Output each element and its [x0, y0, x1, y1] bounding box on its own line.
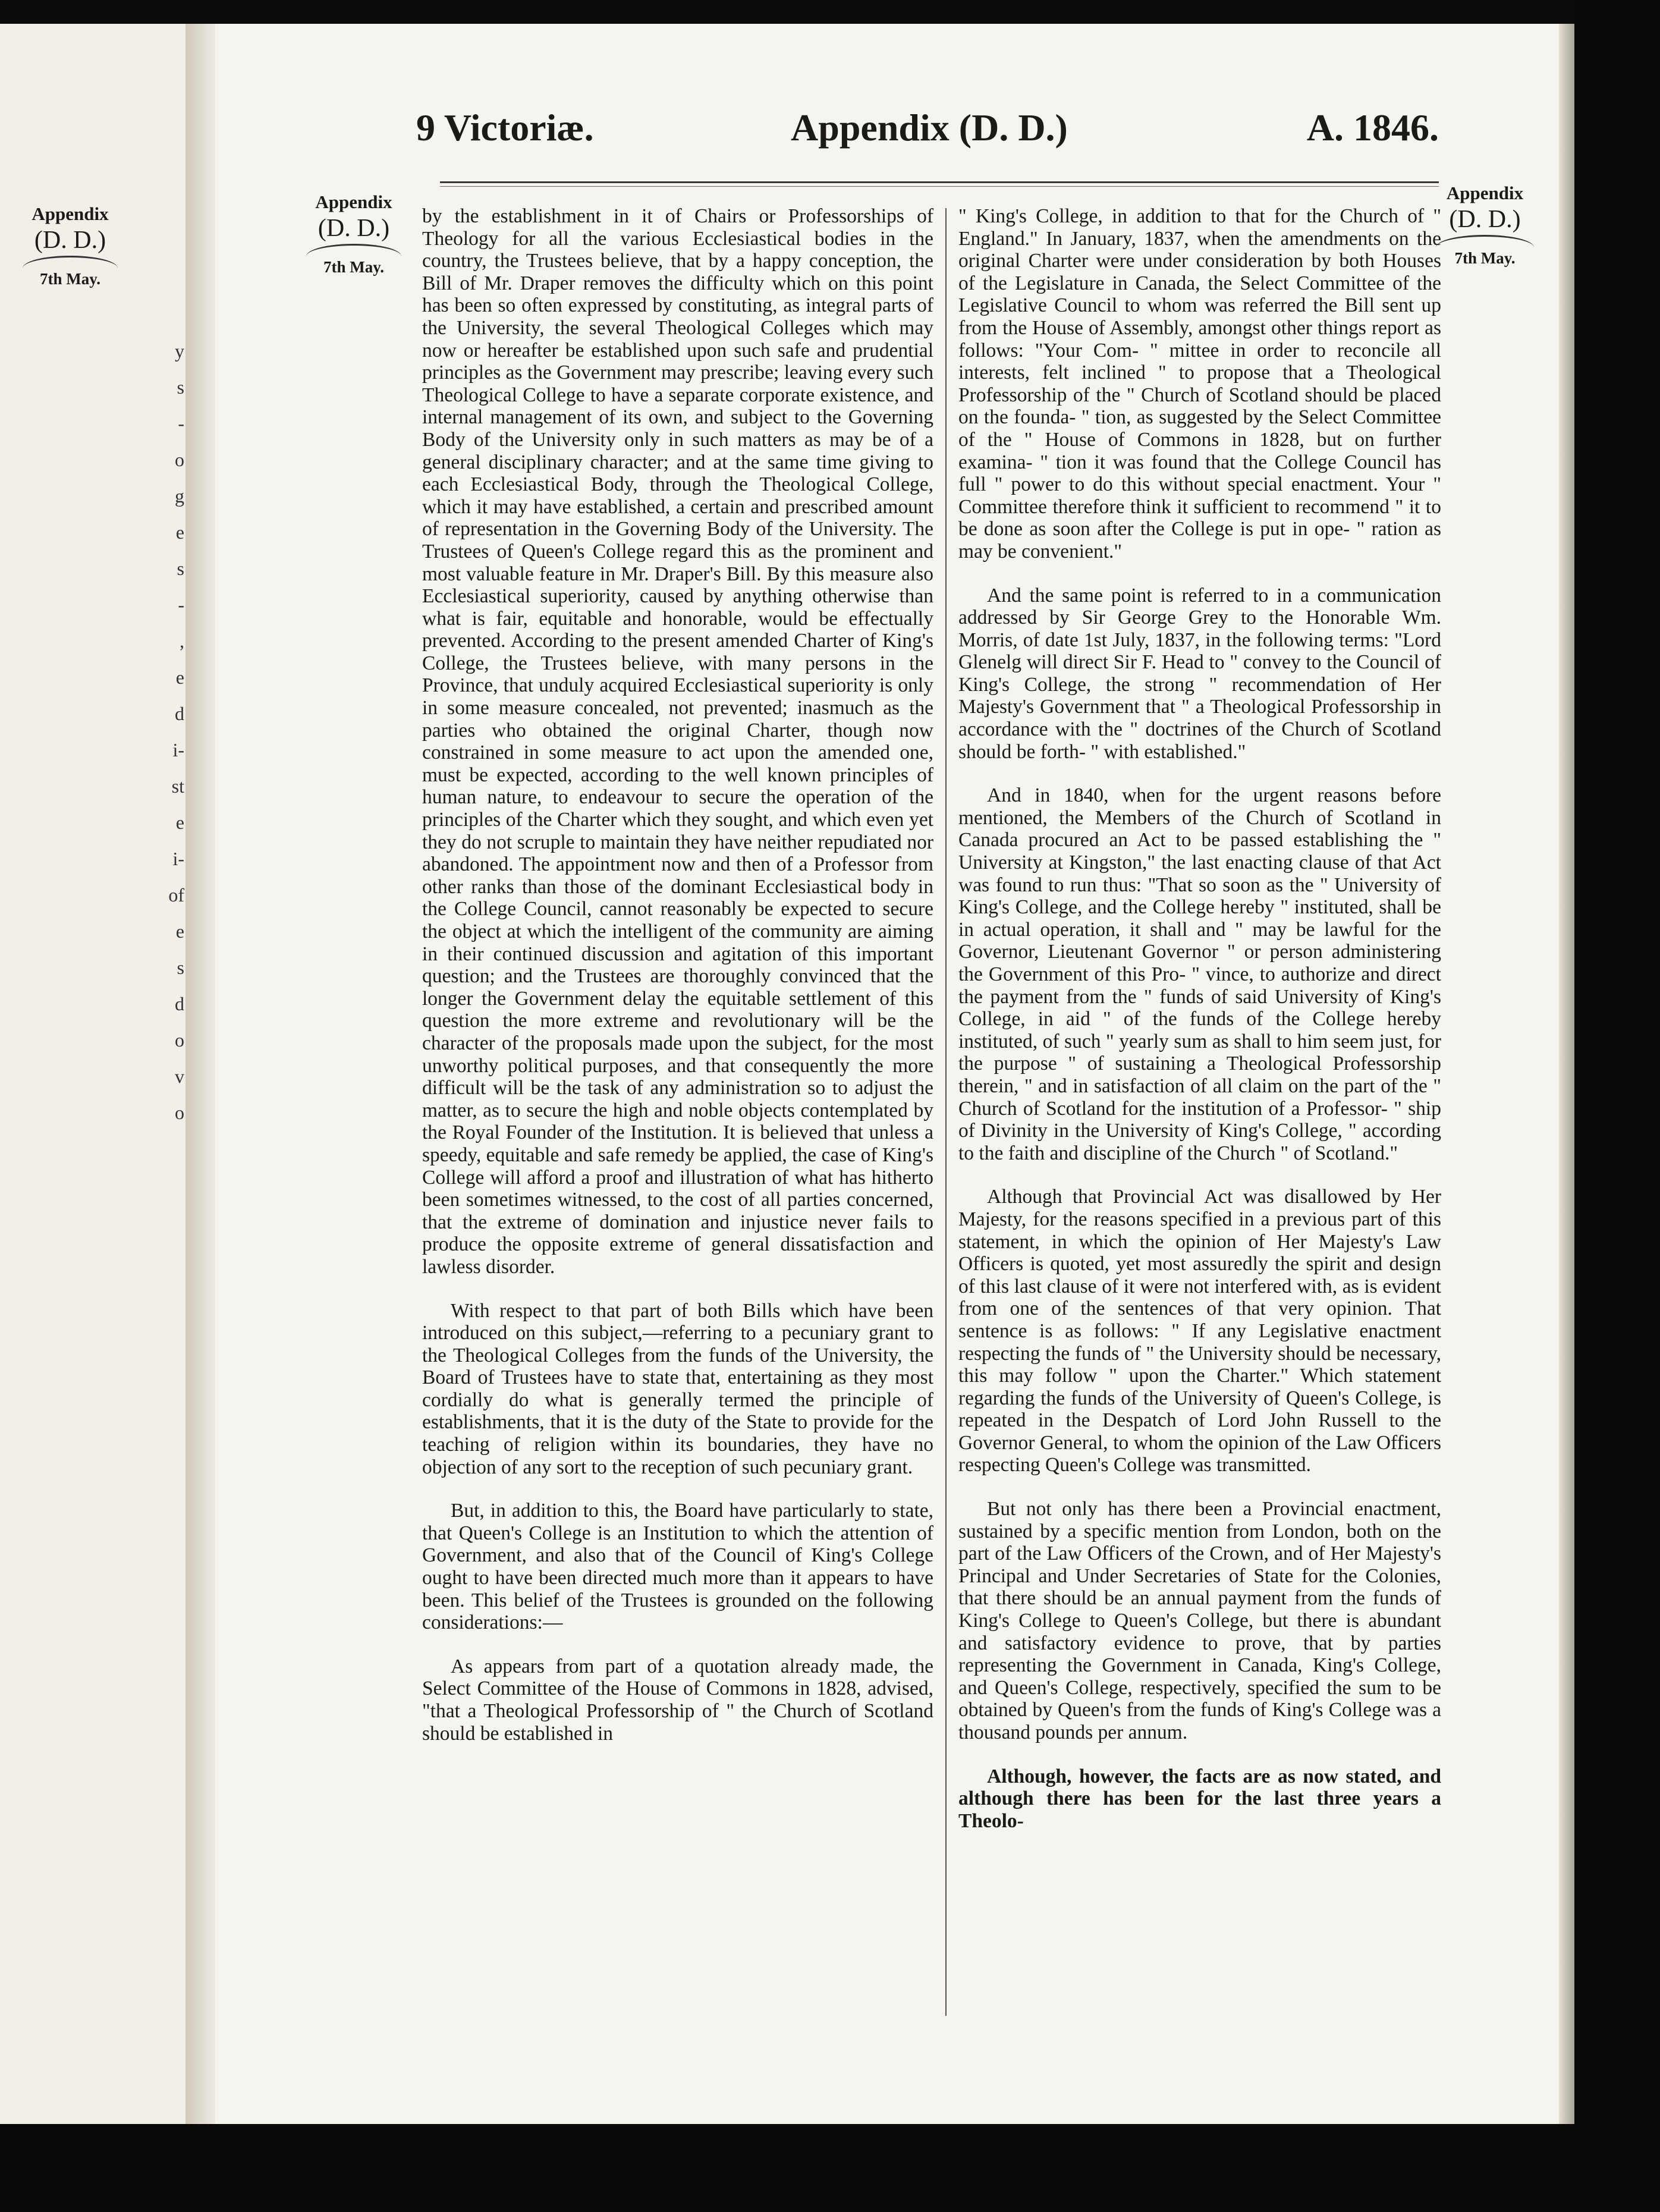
prev-page-cut-fragment: , — [180, 630, 184, 652]
prev-page-cut-fragment: o — [175, 449, 184, 470]
right-paragraph: " King's College, in addition to that for the Church of " England." In January, 1837, when the amendments on the original Charter were under consideration by both Houses of the Legislature in Canada, the Select Committee of the Legislative Council to whom was referred the Bill sent up from the House of Assembly, amongst other things report as follows: "Your Com- " mittee in order to reconcile all interests, felt inclined " to propose that a Theological Professorship of the " Church of Scotland should be placed on the founda- " tion, as suggested by the Select Committee of the " House of Commons in 1828, but on further examina- " tion it was found that the College Council has full " power to do this without special enactment. Your " Committee therefore think it sufficient to recommend " it to be done as soon after the College is put in ope- " ration as may be convenient." — [958, 205, 1441, 563]
prev-page-cut-fragment: e — [175, 521, 184, 543]
prev-page-cut-fragment: i- — [172, 739, 184, 761]
side-note-right-dd: (D. D.) — [1449, 206, 1521, 233]
page-header — [416, 95, 1439, 161]
prev-side-note-date: 7th May. — [39, 270, 100, 288]
header-year: A. 1846. — [1306, 106, 1439, 149]
prev-side-note-dd: (D. D.) — [34, 227, 106, 254]
prev-page-side-note — [17, 202, 124, 290]
prev-page-cut-fragment: i- — [172, 848, 184, 869]
side-note-left-dd: (D. D.) — [317, 215, 390, 242]
prev-page-cut-fragment: e — [175, 920, 184, 942]
side-note-left — [300, 190, 407, 278]
prev-page-cut-fragment: o — [175, 1029, 184, 1051]
prev-page-cut-fragment: s — [177, 376, 184, 398]
left-paragraph: But, in addition to this, the Board have particularly to state, that Queen's College is an Institution to which the attention of Government, and also that of the Council of King's College ought to have been directed much more than it appears to have been. This belief of the Trustees is grounded on the following considerations:— — [422, 1500, 933, 1634]
column-divider — [945, 208, 947, 2016]
right-paragraph: And the same point is referred to in a communication addressed by Sir George Grey to the Honorable Wm. Morris, of date 1st July, 1837, in the following terms: "Lord Glenelg will direct Sir F. Head to " convey to the Council of King's College, the strong " recommendation of Her Majesty's Government that " a Theological Professorship in accordance with the " doctrines of the Church of Scotland should be forth- " with established." — [958, 584, 1441, 763]
prev-side-note-brace — [23, 256, 118, 268]
previous-page-edge — [0, 24, 187, 2124]
side-note-left-date: 7th May. — [323, 258, 384, 276]
header-regnal-year: 9 Victoriæ. — [416, 106, 594, 149]
side-note-right — [1430, 181, 1540, 269]
prev-page-cut-fragment: e — [175, 812, 184, 833]
side-note-right-appendix: Appendix — [1446, 183, 1524, 203]
prev-page-cut-fragment: - — [178, 594, 184, 615]
right-paragraph: Although that Provincial Act was disallowed by Her Majesty, for the reasons specified in a previous part of this statement, in which the opinion of Her Majesty's Law Officers is quoted, yet most assuredly the spirit and design of this last clause of it were not interfered with, as is evident from one of the sentences of that very opinion. That sentence is as follows: " If any Legislative enactment respecting the funds of " the University should be necessary, this may follow " upon the Charter." Which statement regarding the funds of the University of Queen's College, is repeated in the Despatch of Lord John Russell to the Governor General, to whom the opinion of the Law Officers respecting Queen's College was transmitted. — [958, 1186, 1441, 1476]
left-paragraph: by the establishment in it of Chairs or Professorships of Theology for all the various Ecclesiastical bodies in the country, the Trustees believe, that by a happy conception, the Bill of Mr. Draper removes the difficulty which on this point has been so often expressed by constituting, as integral parts of the University, the several Theological Colleges which may now or hereafter be established upon such safe and prudential principles as the Government may prescribe; leaving every such Theological College to have a separate corporate existence, and internal management of its own, and subject to the Governing Body of the University only in such matters as may be of a general disciplinary character; and at the same time giving to each Ecclesiastical Body, through the Theological College, which it may have established, a certain and prescribed amount of representation in the Governing Body of the University. The Trustees of Queen's College regard this as the prominent and most valuable feature in Mr. Draper's Bill. By this measure also Ecclesiastical superiority, caused by anything otherwise than what is fair, equitable and honorable, would be effectually prevented. According to the present amended Charter of King's College, the Trustees believe, with many persons in the Province, that unduly acquired Ecclesiastical superiority is only in some measure concealed, not prevented; inasmuch as the parties who obtained the original Charter, though now constrained in some measure to act upon the amended one, must be expected, according to the well known principles of human nature, to endeavour to secure the operation of the principles of the Charter which they sought, and which even yet they do not scruple to maintain they have neither repudiated nor abandoned. The appointment now and then of a Professor from other ranks than those of the dominant Ecclesiastical body in the College Council, cannot reasonably be expected to secure the object at which the intelligent of the community are aiming in their continued discussion and agitation of this important question; and the Trustees are thoroughly convinced that the longer the Government delay the equitable settlement of this question the more extreme and revolutionary will be the character of the proposals made upon the subject, for the most unworthy political purposes, and that consequently the more difficult will be the task of any administration so to adjust the matter, as to secure the high and noble objects contemplated by the Royal Founder of the Institution. It is believed that unless a speedy, equitable and safe remedy be applied, the case of King's College will afford a proof and illustration of what has hitherto been sometimes witnessed, to the cost of all parties concerned, that the extreme of domination and injustice never fails to produce the opposite extreme of general dissatisfaction and lawless disorder. — [422, 205, 933, 1278]
side-note-right-brace — [1436, 235, 1534, 247]
book-gutter — [186, 24, 215, 2124]
prev-page-cut-fragment: s — [177, 558, 184, 579]
header-rule-thin — [440, 186, 1439, 187]
prev-page-cut-fragment: g — [175, 485, 184, 507]
side-note-left-brace — [306, 244, 401, 256]
right-paragraph: But not only has there been a Provincial enactment, sustained by a specific mention from London, both on the part of the Law Officers of the Crown, and of Her Majesty's Principal and Under Secretaries of State for the Colonies, that there should be an annual payment from the funds of King's College to Queen's College, but there is abundant and satisfactory evidence to prove, that by parties representing the Government in Canada, King's College, and Queen's College, respectively, specified the sum to be obtained by Queen's from the funds of King's College was a thousand pounds per annum. — [958, 1498, 1441, 1743]
header-rule — [440, 181, 1439, 183]
left-text-column — [422, 205, 933, 2043]
side-note-right-date: 7th May. — [1454, 249, 1516, 267]
scan-frame-bottom — [0, 2124, 1660, 2212]
prev-page-cut-fragment: y — [175, 340, 184, 362]
prev-page-cut-fragment: e — [175, 667, 184, 688]
right-page-edge — [1559, 24, 1574, 2124]
prev-side-note-appendix: Appendix — [32, 203, 109, 224]
right-paragraph: And in 1840, when for the urgent reasons before mentioned, the Members of the Church of Scotland in Canada procured an Act to be passed establishing the " University at Kingston," the last enacting clause of that Act was found to run thus: "That so soon as the " University of King's College, and the College hereby " instituted, shall be in actual operation, it shall and " may be lawful for the Governor, Lieutenant Governor " or person administering the Government of this Pro- " vince, to authorize and direct the payment from the " funds of said University of King's College, in aid " of the funds of the College hereby instituted, of such " yearly sum as shall to him seem just, for the purpose " of sustaining a Theological Professorship therein, " and in satisfaction of all claim on the part of the " Church of Scotland for the institution of a Professor- " ship of Divinity in the University of King's College, " according to the faith and discipline of the Church " of Scotland." — [958, 784, 1441, 1164]
left-paragraph: With respect to that part of both Bills which have been introduced on this subject,—referring to a pecuniary grant to the Theological Colleges from the funds of the University, the Board of Trustees have to state that, entertaining as they most cordially do what is generally termed the principle of establishments, that it is the duty of the State to provide for the teaching of religion within its boundaries, they have no objection of any sort to the reception of such pecuniary grant. — [422, 1299, 933, 1478]
prev-page-cut-fragment: - — [178, 413, 184, 434]
header-appendix-title: Appendix (D. D.) — [791, 106, 1068, 149]
prev-page-cut-fragment: o — [175, 1102, 184, 1123]
prev-page-cut-fragment: st — [171, 775, 184, 797]
prev-page-cut-fragment: of — [168, 884, 184, 906]
prev-page-cut-fragment: d — [175, 703, 184, 724]
left-paragraph: As appears from part of a quotation already made, the Select Committee of the House of Commons in 1828, advised, "that a Theological Professorship of " the Church of Scotland should be established in — [422, 1655, 933, 1745]
scan-frame-top — [0, 0, 1574, 24]
prev-page-cut-fragment: s — [177, 957, 184, 978]
prev-page-cut-fragment: v — [175, 1066, 184, 1087]
scan-frame-right — [1574, 0, 1660, 2124]
prev-page-cut-text — [161, 333, 184, 1131]
right-text-column — [958, 205, 1441, 2078]
right-paragraph: Although, however, the facts are as now stated, and although there has been for the last three years a Theolo- — [958, 1765, 1441, 1832]
prev-page-cut-fragment: d — [175, 993, 184, 1014]
side-note-left-appendix: Appendix — [315, 191, 392, 212]
